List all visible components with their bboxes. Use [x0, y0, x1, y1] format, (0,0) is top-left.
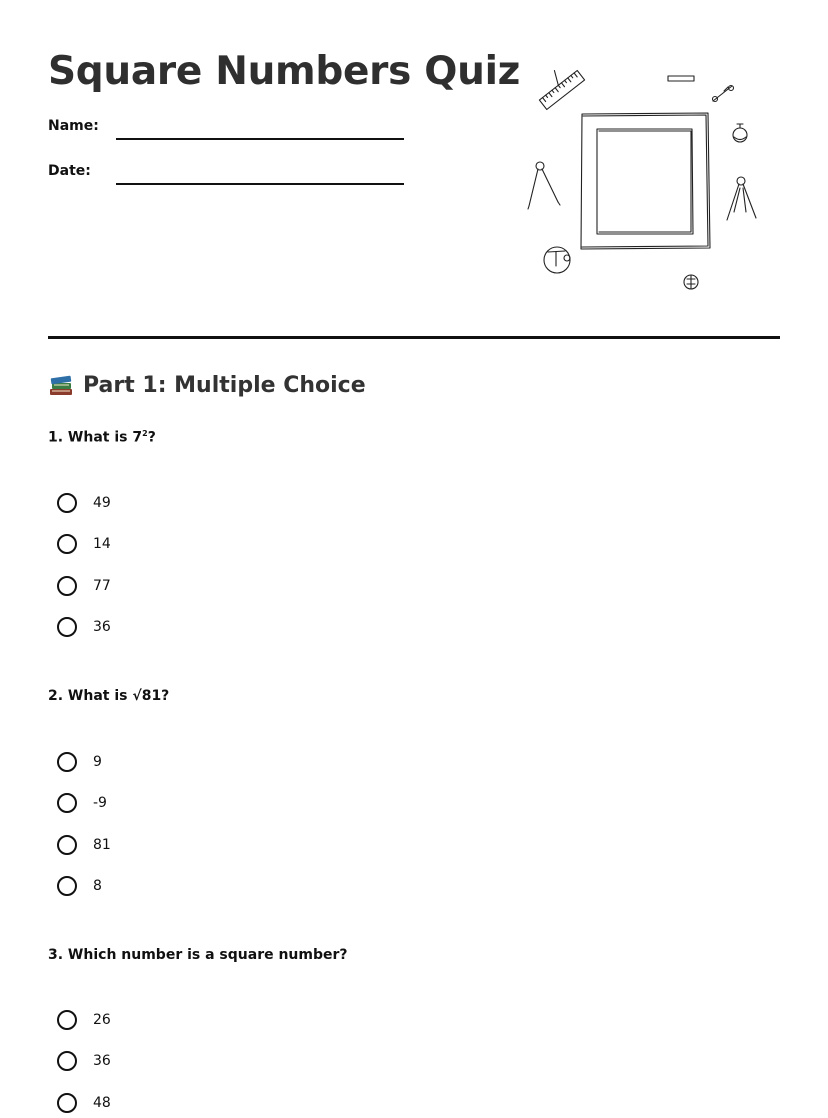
option-q3-a[interactable]: [57, 1007, 111, 1033]
radio-button[interactable]: [57, 534, 77, 554]
question-1: 1. What is $7^2$?: [48, 429, 156, 446]
option-q2-b[interactable]: [57, 790, 107, 816]
date-label: Date:: [48, 163, 91, 179]
option-q1-a[interactable]: [57, 490, 111, 516]
radio-button[interactable]: [57, 1093, 77, 1113]
radio-button[interactable]: [57, 752, 77, 772]
radio-button[interactable]: [57, 617, 77, 637]
option-label: 77: [93, 578, 111, 594]
radio-button[interactable]: [57, 876, 77, 896]
option-label: 36: [93, 1053, 111, 1069]
radio-button[interactable]: [57, 793, 77, 813]
name-line[interactable]: [116, 138, 404, 140]
option-q1-c[interactable]: [57, 573, 111, 599]
name-label: Name:: [48, 118, 99, 134]
option-label: 81: [93, 837, 111, 853]
radio-button[interactable]: [57, 835, 77, 855]
option-label: -9: [93, 795, 107, 811]
option-q1-d[interactable]: [57, 614, 111, 640]
section-divider: [48, 336, 780, 339]
option-label: 49: [93, 495, 111, 511]
option-label: 26: [93, 1012, 111, 1028]
option-q1-b[interactable]: [57, 531, 111, 557]
section-header: [48, 372, 366, 398]
option-q2-d[interactable]: [57, 873, 102, 899]
radio-button[interactable]: [57, 576, 77, 596]
option-q3-c[interactable]: [57, 1090, 111, 1116]
option-label: 14: [93, 536, 111, 552]
radio-button[interactable]: [57, 1010, 77, 1030]
radio-button[interactable]: [57, 1051, 77, 1071]
option-q2-c[interactable]: [57, 832, 111, 858]
quiz-title: Square Numbers Quiz: [48, 49, 521, 94]
question-3: 3. Which number is a square number?: [48, 947, 348, 963]
exponent: 2: [142, 429, 148, 438]
books-icon: [48, 372, 74, 398]
section-title: Part 1: Multiple Choice: [83, 372, 366, 398]
option-label: 48: [93, 1095, 111, 1111]
option-label: 36: [93, 619, 111, 635]
option-label: 9: [93, 754, 102, 770]
date-line[interactable]: [116, 183, 404, 185]
question-2: 2. What is √81?: [48, 688, 170, 704]
option-label: 8: [93, 878, 102, 894]
option-q2-a[interactable]: [57, 749, 102, 775]
geometry-tools-frame-icon: [520, 66, 770, 302]
radio-button[interactable]: [57, 493, 77, 513]
option-q3-b[interactable]: [57, 1048, 111, 1074]
